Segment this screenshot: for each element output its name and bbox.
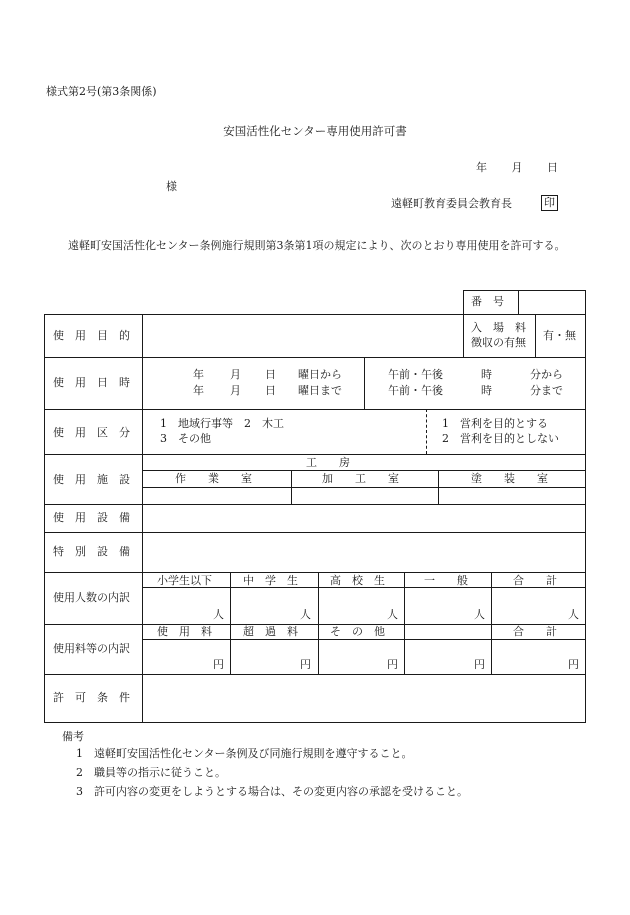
people-header-5: 合 計 <box>513 574 557 587</box>
end-ampm: 午前・午後 <box>388 384 443 397</box>
admission-label-line2: 徴収の有無 <box>471 336 526 349</box>
datetime-label: 使 用 日 時 <box>53 376 130 389</box>
note-item-1: 1 遠軽町安国活性化センター条例及び同施行規則を遵守すること。 <box>76 747 413 760</box>
end-weekday: 曜日まで <box>298 384 342 397</box>
fee-unit-4: 円 <box>474 658 485 671</box>
start-day: 日 <box>265 368 276 381</box>
fee-header-5: 合 計 <box>513 625 557 638</box>
start-year: 年 <box>193 368 204 381</box>
facility-label: 使 用 施 設 <box>53 473 130 486</box>
conditions-label: 許 可 条 件 <box>53 691 130 704</box>
date-month: 月 <box>511 161 523 174</box>
people-label: 使用人数の内訳 <box>53 591 130 604</box>
start-ampm: 午前・午後 <box>388 368 443 381</box>
start-minute: 分から <box>530 368 563 381</box>
start-weekday: 曜日から <box>298 368 342 381</box>
issue-date <box>476 161 558 175</box>
people-unit-5: 人 <box>568 608 579 621</box>
facility-room-2: 加 工 室 <box>322 472 399 485</box>
fee-unit-2: 円 <box>300 658 311 671</box>
seal-mark: 印 <box>541 195 558 211</box>
purpose-label: 使 用 目 的 <box>53 329 130 342</box>
admission-choice: 有・無 <box>543 329 576 342</box>
start-hour: 時 <box>481 368 492 381</box>
fee-header-1: 使 用 料 <box>157 625 212 638</box>
fee-unit-1: 円 <box>213 658 224 671</box>
profit-option-2: 2 営利を目的としない <box>442 432 559 445</box>
end-month: 月 <box>230 384 241 397</box>
facility-room-3: 塗 装 室 <box>471 472 548 485</box>
fee-header-2: 超 過 料 <box>243 625 298 638</box>
date-year: 年 <box>476 161 487 174</box>
people-header-4: 一 般 <box>424 574 468 587</box>
note-item-2: 2 職員等の指示に従うこと。 <box>76 766 226 779</box>
issuer-name: 遠軽町教育委員会教育長 <box>391 197 512 210</box>
fee-header-3: そ の 他 <box>330 625 385 638</box>
people-header-2: 中 学 生 <box>243 574 298 587</box>
special-equipment-label: 特 別 設 備 <box>53 545 130 558</box>
date-day: 日 <box>547 161 558 174</box>
document-title: 安国活性化センター専用使用許可書 <box>223 124 407 138</box>
people-header-3: 高 校 生 <box>330 574 385 587</box>
profit-option-1: 1 営利を目的とする <box>442 417 548 430</box>
notes-heading: 備考 <box>62 730 84 743</box>
note-item-3: 3 許可内容の変更をしようとする場合は、その変更内容の承認を受けること。 <box>76 785 468 798</box>
end-year: 年 <box>193 384 204 397</box>
start-month: 月 <box>230 368 241 381</box>
category-option-2: 3 その他 <box>160 432 211 445</box>
end-day: 日 <box>265 384 276 397</box>
category-label: 使 用 区 分 <box>53 426 130 439</box>
form-number: 様式第2号(第3条関係) <box>46 85 157 98</box>
facility-room-1: 作 業 室 <box>175 472 252 485</box>
admission-label-line1: 入 場 料 <box>471 321 526 334</box>
number-label: 番 号 <box>471 295 504 308</box>
fee-unit-5: 円 <box>568 658 579 671</box>
fee-label: 使用料等の内訳 <box>53 642 130 655</box>
fee-unit-3: 円 <box>387 658 398 671</box>
end-minute: 分まで <box>530 384 563 397</box>
end-hour: 時 <box>481 384 492 397</box>
people-unit-3: 人 <box>387 608 398 621</box>
facility-group-label: 工 房 <box>306 456 350 469</box>
equipment-label: 使 用 設 備 <box>53 511 130 524</box>
people-unit-1: 人 <box>213 608 224 621</box>
body-text: 遠軽町安国活性化センター条例施行規則第3条第1項の規定により、次のとおり専用使用を許可する。 <box>68 239 566 252</box>
people-unit-2: 人 <box>300 608 311 621</box>
people-header-1: 小学生以下 <box>157 574 212 587</box>
addressee-suffix: 様 <box>166 180 177 193</box>
people-unit-4: 人 <box>474 608 485 621</box>
category-option-1: 1 地域行事等 2 木工 <box>160 417 284 430</box>
